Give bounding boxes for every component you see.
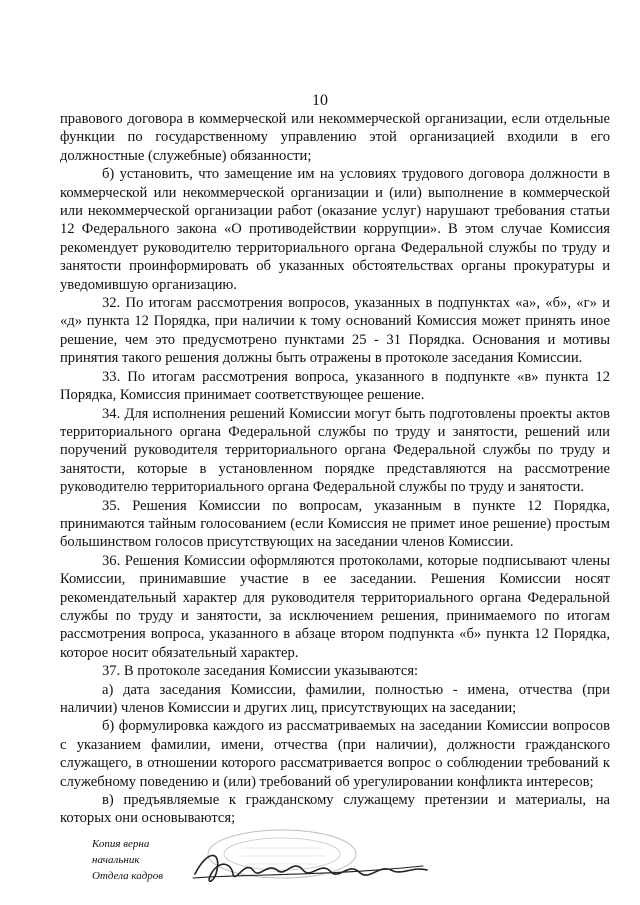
certification-title-line: начальник [92,854,140,866]
certification-department-line: Отдела кадров [92,870,164,882]
signature-icon [187,840,447,896]
paragraph-item-b: б) установить, что замещение им на условиях трудового договора должности в коммерческой или некоммерческой организации и (или) выполнение в коммерческой или некоммерческой организации работ (оказание услуг) нарушают требования статьи 12 Федерального закона «О противодействии коррупции». В этом случае Комиссия рекомендует руководителю территориального органа Федеральной службы по труду и занятости проинформировать об указанных обстоятельствах органы прокуратуры и уведомившую организацию. [60,166,610,293]
certification-copy-line: Копия верна [92,838,150,850]
paragraph-continuation: правового договора в коммерческой или некоммерческой организации, если отдельные функции по государственному управлению этой организацией входили в его должностные (служебные) обязанности; [60,111,610,164]
paragraph-35: 35. Решения Комиссии по вопросам, указанным в пункте 12 Порядка, принимаются тайным голосованием (если Комиссия не примет иное решение) простым большинством голосов присутствующих на заседании членов Комиссии. [60,497,610,551]
page-number: 10 [312,92,328,109]
paragraph-33: 33. По итогам рассмотрения вопроса, указанного в подпункте «в» пункта 12 Порядка, Комиссия принимает соответствующее решение. [60,368,610,404]
certification-block [92,836,612,896]
paragraph-37-v: в) предъявляемые к гражданскому служащему претензии и материалы, на которых они основываются; [60,792,610,827]
paragraph-36: 36. Решения Комиссии оформляются протоколами, которые подписывают члены Комиссии, принимавшие участие в ее заседании. Решения Комиссии носят рекомендательный характер для руководителя территориального органа Федеральной службы по труду и занятости, за исключением решения, принимаемого по итогам рассмотрения вопроса, указанного в абзаце втором подпункта «б» пункта 12 Порядка, которое носит обязательный характер. [60,552,610,661]
paragraph-32: 32. По итогам рассмотрения вопросов, указанных в подпунктах «а», «б», «г» и «д» пункта 12 Порядка, при наличии к тому оснований Комиссия может принять иное решение, чем это предусмотрено пунктами 25 - 31 Порядка. Основания и мотивы принятия такого решения должны быть отражены в протоколе заседания Комиссии. [60,295,610,367]
paragraph-37-a: а) дата заседания Комиссии, фамилии, полностью - имена, отчества (при наличии) членов Комиссии и других лиц, присутствующих на заседании; [60,681,610,716]
paragraph-37: 37. В протоколе заседания Комиссии указываются: [102,663,419,680]
paragraph-37-b: б) формулировка каждого из рассматриваемых на заседании Комиссии вопросов с указанием фамилии, имени, отчества (при наличии), должности гражданского служащего, в отношении которого рассматривается вопрос о соблюдении требований к служебному поведению и (или) требований об урегулировании конфликта интересов; [60,718,610,790]
paragraph-34: 34. Для исполнения решений Комиссии могут быть подготовлены проекты актов территориального органа Федеральной службы по труду и занятости, решений или поручений руководителя территориального органа Федеральной службы по труду и занятости, которые в установленном порядке представляются на рассмотрение руководителю территориального органа Федеральной службы по труду и занятости. [60,405,610,496]
document-body [60,110,610,828]
